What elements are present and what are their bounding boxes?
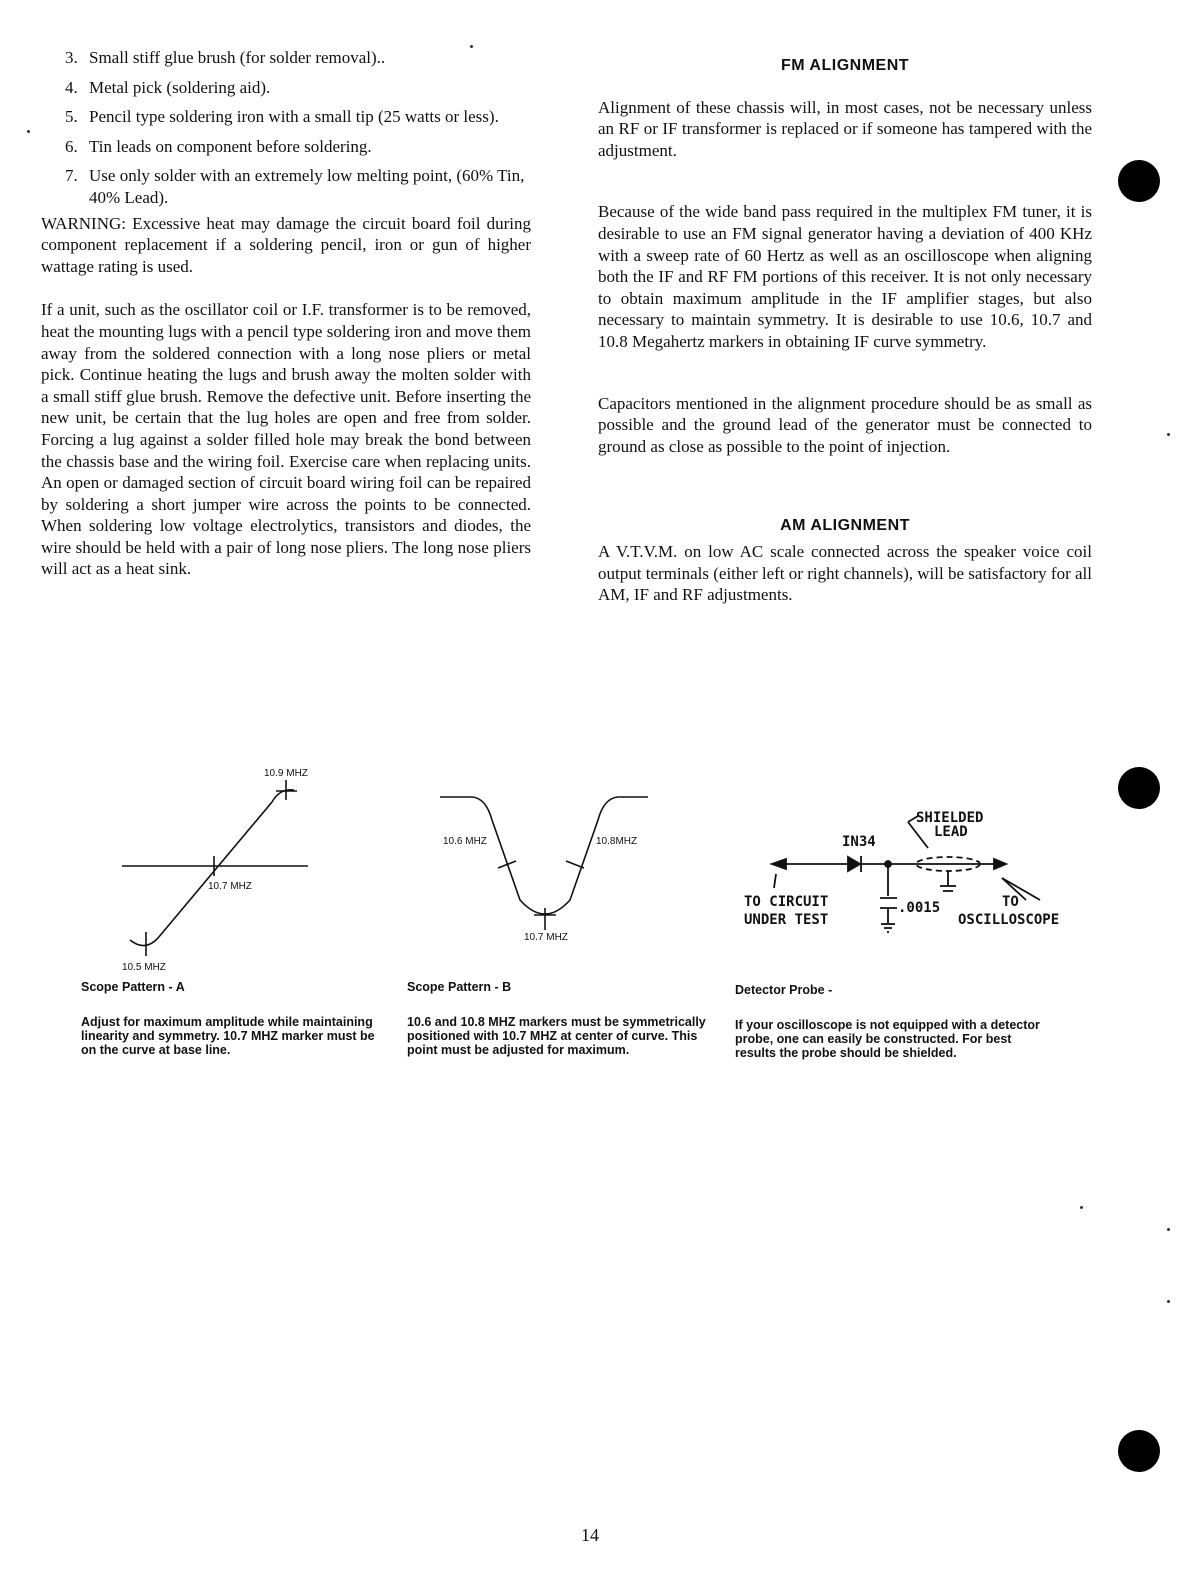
detector-probe-title: Detector Probe -: [735, 983, 833, 997]
speck: [1080, 1206, 1083, 1209]
probe-label-diode: IN34: [842, 834, 876, 850]
diode-symbol: [848, 857, 860, 871]
speck: [1167, 1300, 1170, 1303]
binder-hole-top: [1118, 160, 1160, 202]
fm-paragraph-2: Because of the wide band pass required in the multiplex FM tuner, it is desirable to use an FM signal generator having a deviation of 400 KHz with a sweep rate of 60 Hertz as well as an oscilloscope when aligning both the IF and RF FM portions of this receiver. It is not only necessary to obtain maximum amplitude in the IF amplifier stages, but also necessary to maintain symmetry. It is desirable to use 10.6, 10.7 and 10.8 Megahertz markers in obtaining IF curve symmetry.: [598, 202, 1092, 351]
fm-paragraph-1: Alignment of these chassis will, in most cases, not be necessary unless an RF or IF transformer is replaced or if someone has tampered with the adjustment.: [598, 97, 1092, 160]
list-item: 4. Metal pick (soldering aid).: [65, 77, 271, 97]
detector-probe-caption-block: [735, 983, 1055, 1060]
detector-probe-caption: If your oscilloscope is not equipped with a detector probe, one can easily be constructed. For best results the probe should be shielded.: [735, 1018, 1040, 1060]
scope-a-label-center: 10.7 MHZ: [208, 881, 252, 892]
binder-hole-middle: [1118, 767, 1160, 809]
scope-a-label-top: 10.9 MHZ: [264, 768, 308, 779]
speck: [470, 45, 473, 48]
replacement-paragraph: If a unit, such as the oscillator coil or I.F. transformer is to be removed, heat the mounting lugs with a pencil type soldering iron and move them away from the soldered connection with a long nose pliers or metal pick. Continue heating the lugs and brush away the molten solder with a small stiff glue brush. Remove the defective unit. Before inserting the new unit, be certain that the lug holes are open and free from solder. Forcing a lug against a solder filled hole may break the bond between the chassis base and the wiring foil. Exercise care when replacing units. An open or damaged section of circuit board wiring foil can be repaired by soldering a short jumper wire across the points to be connected. When soldering low voltage electrolytics, transistors and diodes, the wire should be held with a pair of long nose pliers. The long nose pliers will act as a heat sink.: [41, 300, 531, 579]
am-alignment-heading: AM ALIGNMENT: [780, 517, 910, 535]
scope-b-marker-right: [566, 861, 584, 868]
probe-label-to: TO: [1002, 894, 1019, 910]
am-paragraph: A V.T.V.M. on low AC scale connected across the speaker voice coil output terminals (either left or right channels), will be satisfactory for all AM, IF and RF adjustments.: [598, 541, 1092, 605]
fm-paragraph-3: Capacitors mentioned in the alignment procedure should be as small as possible and the ground lead of the generator must be connected to ground as close as possible to the point of injection.: [598, 393, 1092, 456]
scope-b-curve: [440, 797, 648, 914]
speck: [1167, 1228, 1170, 1231]
scope-b-label-left: 10.6 MHZ: [443, 836, 487, 847]
scope-b-label-right: 10.8MHZ: [596, 836, 638, 847]
figures-svg: [0, 760, 1180, 1000]
scope-pattern-a: [122, 780, 308, 956]
probe-label-to-circuit: TO CIRCUIT: [744, 894, 829, 910]
probe-label-oscilloscope: OSCILLOSCOPE: [958, 912, 1060, 928]
list-item: 3. Small stiff glue brush (for solder removal)..: [65, 48, 386, 67]
fm-alignment-heading: FM ALIGNMENT: [780, 57, 910, 74]
scope-a-title: Scope Pattern - A: [81, 980, 185, 994]
scope-a-curve: [130, 790, 294, 946]
right-column: [598, 55, 1092, 606]
tools-list: [41, 47, 531, 209]
scope-a-caption-block: [81, 980, 381, 1057]
scope-a-label-bottom: 10.5 MHZ: [122, 962, 166, 973]
scope-end-arrow: [994, 859, 1006, 869]
speck: [27, 130, 30, 133]
scope-a-caption: Adjust for maximum amplitude while maintaining linearity and symmetry. 10.7 MHZ marker must be on the curve at base line.: [81, 1015, 375, 1057]
scope-b-caption: 10.6 and 10.8 MHZ markers must be symmetrically positioned with 10.7 MHZ at center of curve. This point must be adjusted for maximum.: [407, 1015, 706, 1057]
list-item: 6. Tin leads on component before soldering.: [65, 136, 372, 156]
probe-label-capacitor: .0015: [898, 900, 941, 916]
speck: [1167, 433, 1170, 436]
scope-pattern-b: [440, 797, 648, 930]
probe-label-shielded: SHIELDED: [916, 810, 984, 826]
probe-tip-arrow: [772, 859, 786, 869]
list-item: 7. Use only solder with an extremely low melting point, (60% Tin, 40% Lead).: [65, 166, 525, 207]
scope-b-title: Scope Pattern - B: [407, 980, 512, 994]
probe-label-lead: LEAD: [934, 824, 968, 840]
left-column: [41, 47, 531, 580]
scope-b-caption-block: [407, 980, 707, 1057]
list-item: 5. Pencil type soldering iron with a small tip (25 watts or less).: [65, 107, 499, 127]
warning-paragraph: WARNING: Excessive heat may damage the circuit board foil during component replacement if a soldering pencil, iron or gun of higher wattage rating is used.: [41, 213, 531, 276]
probe-label-under-test: UNDER TEST: [744, 912, 829, 928]
to-circuit-pointer: [774, 874, 776, 888]
page-number: 14: [581, 1525, 599, 1545]
binder-hole-bottom: [1118, 1430, 1160, 1472]
scope-b-label-bottom: 10.7 MHZ: [524, 932, 568, 943]
